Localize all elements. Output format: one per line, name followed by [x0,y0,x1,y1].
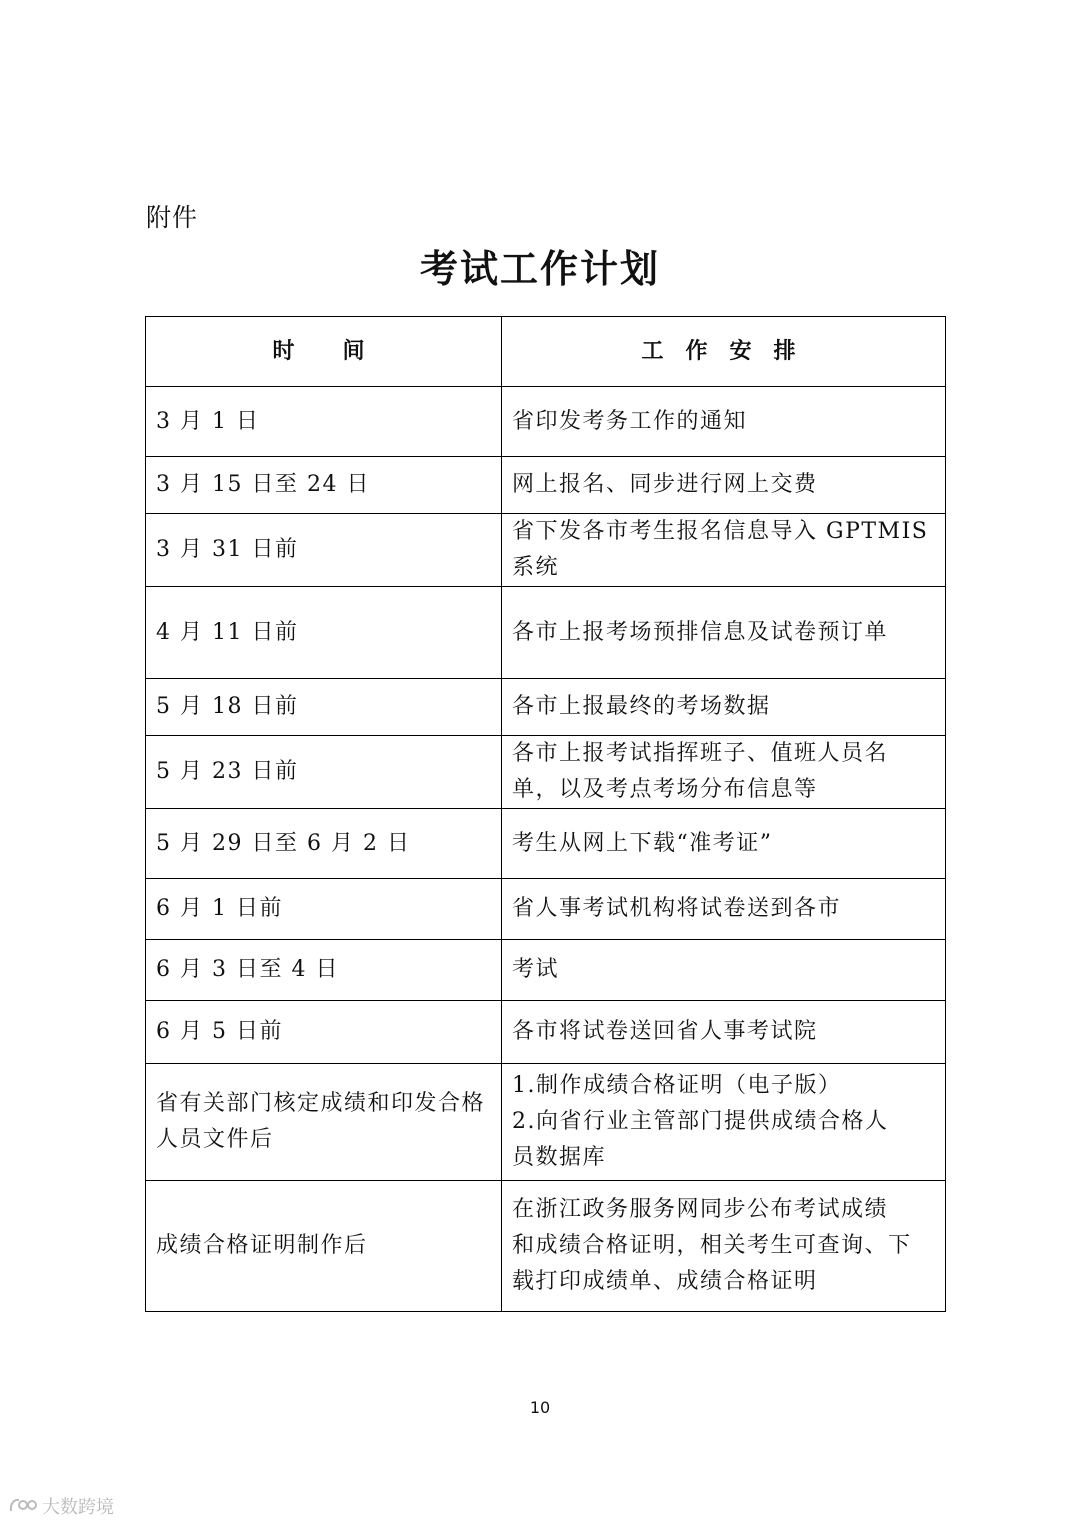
table-row [146,809,946,879]
watermark-logo-icon [8,1496,38,1516]
task-line: 省下发各市考生报名信息导入 GPTMIS [512,519,929,544]
task-cell [502,879,946,940]
task-line: 省印发考务工作的通知 [512,408,748,434]
page-number: 10 [529,1398,551,1417]
task-cell [502,679,946,736]
task-cell [502,514,946,587]
table-row [146,1001,946,1064]
task-line: 各市上报考场预排信息及试卷预订单 [512,619,889,645]
task-line: 考试 [512,957,560,982]
table-row [146,457,946,514]
header-arrangement: 工作安排 [502,317,946,387]
table-row [146,514,946,587]
watermark-text: 大数跨境 [42,1497,114,1518]
task-line: 省人事考试机构将试卷送到各市 [512,896,842,921]
time-cell: 成绩合格证明制作后 [146,1181,502,1312]
task-line: 考生从网上下载“准考证” [512,830,773,856]
time-cell: 3 月 31 日前 [146,514,502,587]
task-cell [502,587,946,679]
table-row [146,879,946,940]
task-cell [502,940,946,1001]
task-line: 1.制作成绩合格证明（电子版） [512,1073,842,1098]
time-cell: 5 月 18 日前 [146,679,502,736]
time-cell: 省有关部门核定成绩和印发合格人员文件后 [146,1064,502,1181]
exam-schedule-table [145,316,946,1312]
table-row [146,940,946,1001]
table-row [146,587,946,679]
watermark [8,1493,114,1519]
time-cell: 4 月 11 日前 [146,587,502,679]
table-row [146,1181,946,1312]
time-cell: 6 月 1 日前 [146,879,502,940]
task-line: 各市将试卷送回省人事考试院 [512,1019,818,1044]
task-line: 系统 [512,555,560,580]
table-header-row [146,317,946,387]
task-cell [502,1181,946,1312]
attachment-label: 附件 [146,203,199,232]
task-cell [502,809,946,879]
task-cell [502,457,946,514]
table-row [146,679,946,736]
task-cell [502,1064,946,1181]
time-cell: 3 月 15 日至 24 日 [146,457,502,514]
time-cell: 6 月 5 日前 [146,1001,502,1064]
table-row [146,387,946,457]
task-line: 网上报名、同步进行网上交费 [512,472,818,497]
time-cell: 5 月 29 日至 6 月 2 日 [146,809,502,879]
header-time: 时间 [146,317,502,387]
task-cell [502,387,946,457]
table-row [146,1064,946,1181]
task-line: 单，以及考点考场分布信息等 [512,777,818,802]
task-line: 各市上报最终的考场数据 [512,694,771,719]
time-cell: 6 月 3 日至 4 日 [146,940,502,1001]
task-cell [502,736,946,809]
task-line: 和成绩合格证明，相关考生可查询、下 [512,1233,912,1258]
time-cell: 5 月 23 日前 [146,736,502,809]
task-line: 各市上报考试指挥班子、值班人员名 [512,741,889,766]
document-title: 考试工作计划 [419,247,660,291]
task-line: 载打印成绩单、成绩合格证明 [512,1269,818,1294]
task-line: 2.向省行业主管部门提供成绩合格人 [512,1109,889,1134]
task-line: 在浙江政务服务网同步公布考试成绩 [512,1197,889,1222]
task-line: 员数据库 [512,1145,607,1170]
time-cell: 3 月 1 日 [146,387,502,457]
task-cell [502,1001,946,1064]
table-row [146,736,946,809]
